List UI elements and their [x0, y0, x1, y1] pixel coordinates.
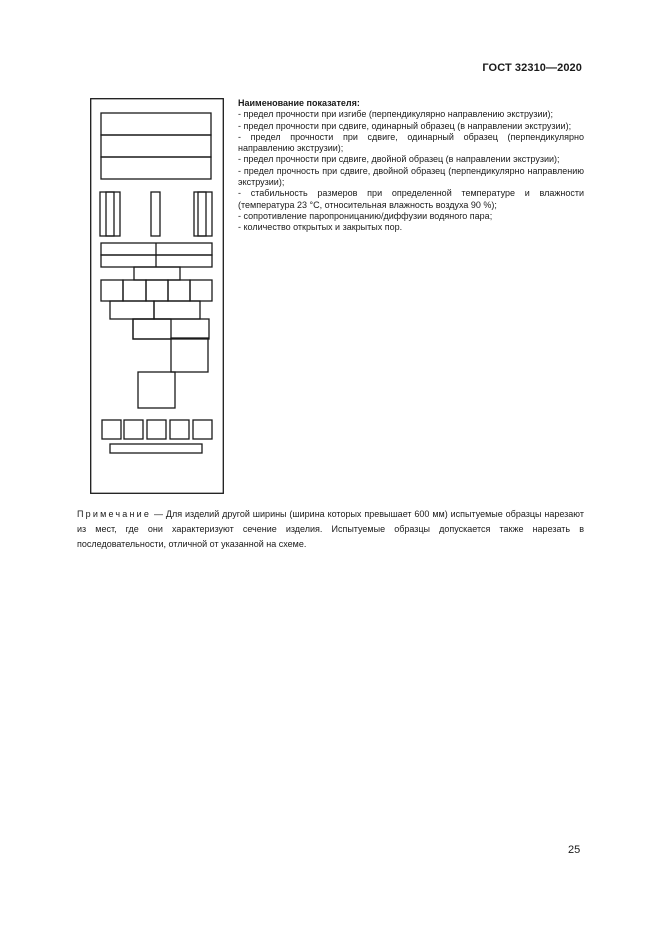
specimen-square-lower	[138, 372, 175, 408]
specimen-shear-2	[146, 280, 168, 301]
specimen-bottom-strip	[110, 444, 202, 453]
page-number: 25	[568, 844, 581, 856]
specimen-square-upper	[171, 338, 208, 372]
legend-item: - предел прочности при сдвиге, одинарный образец (перпендикулярно направлению экструзии);	[238, 131, 584, 154]
specimen-shear-gap-2	[168, 280, 190, 301]
legend-item: - предел прочности при сдвиге, двойной образец (в направлении экструзии);	[238, 154, 560, 165]
legend-item: - предел прочности при сдвиге, одинарный образец (в направлении экструзии);	[238, 120, 572, 131]
specimen-strip-right-inner	[198, 192, 206, 236]
note	[77, 507, 584, 552]
specimen-pore-2	[124, 420, 143, 439]
specimen-flexural-1	[101, 113, 211, 135]
specimen-step-1	[110, 301, 154, 319]
specimen-flexural-3	[101, 157, 211, 179]
specimen-step-2	[154, 301, 200, 319]
document-header: ГОСТ 32310—2020	[482, 62, 582, 74]
specimen-shear-gap-1	[123, 280, 146, 301]
legend-item: - сопротивление паропроницанию/диффузии водяного пара;	[238, 210, 493, 221]
legend-item: - количество открытых и закрытых пор.	[238, 222, 403, 233]
specimen-shear-3	[190, 280, 212, 301]
specimen-pore-5	[193, 420, 212, 439]
specimen-pore-3	[147, 420, 166, 439]
specimen-pore-4	[170, 420, 189, 439]
cutting-scheme-svg	[90, 98, 224, 494]
specimen-strip-left-inner	[106, 192, 114, 236]
legend	[238, 98, 584, 234]
specimen-strip-left-outer	[100, 192, 120, 236]
legend-item: - стабильность размеров при определенной температуре и влажности (температура 23 °С, относительная влажность воздуха 90 %);	[238, 188, 584, 210]
board-outline	[91, 99, 224, 494]
note-label: Примечание	[77, 509, 152, 519]
legend-item: - предел прочности при изгибе (перпендикулярно направлению экструзии);	[238, 109, 554, 120]
legend-item: - предел прочность при сдвиге, двойной образец (перпендикулярно направлению экструзии);	[238, 165, 584, 188]
specimen-connector	[134, 267, 180, 280]
specimen-strip-right-outer	[194, 192, 212, 236]
specimen-cutting-diagram	[90, 98, 224, 494]
specimen-long-bar-left	[133, 319, 171, 339]
specimen-flexural-2	[101, 135, 211, 157]
legend-title: Наименование показателя:	[238, 98, 360, 108]
specimen-pore-1	[102, 420, 121, 439]
specimen-shear-1	[101, 280, 123, 301]
specimen-strip-center	[151, 192, 160, 236]
note-text: — Для изделий другой ширины (ширина которых превышает 600 мм) испытуемые образцы нарезают из мест, где они характеризуют сечение изделия. Испытуемые образцы допускается также нарезать в последовательности, отличной от указанной на схеме.	[77, 509, 584, 549]
